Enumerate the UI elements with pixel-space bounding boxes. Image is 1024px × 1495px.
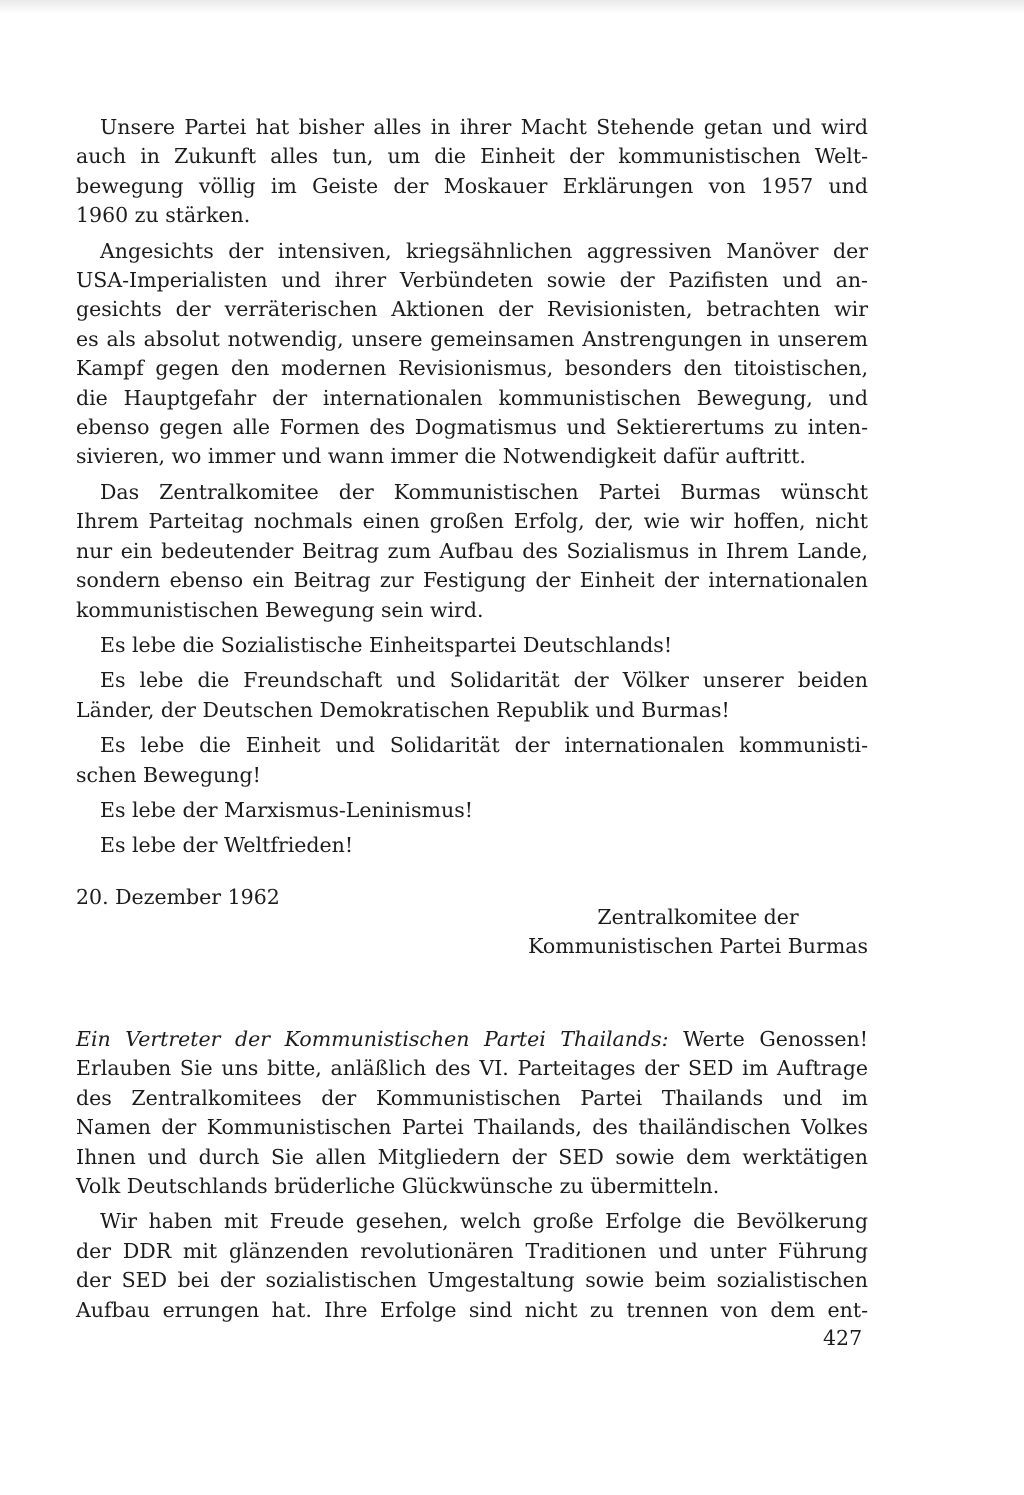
text-line: nur ein bedeutender Beitrag zum Aufbau des Sozialismus in Ihrem Lande, — [76, 538, 868, 563]
text-line — [76, 1025, 868, 1054]
thailand-speech — [76, 1025, 868, 1325]
text-line: es als absolut notwendig, unsere gemeinsamen Anstrengungen in unserem — [76, 326, 868, 351]
text-line: 1960 zu stärken. — [76, 203, 251, 228]
text-line: Angesichts der intensiven, kriegsähnlichen aggressiven Manöver der — [100, 238, 868, 263]
signature-line: Zentralkomitee der — [597, 905, 799, 929]
text-line: der DDR mit glänzenden revolutionären Traditionen und unter Führung — [76, 1238, 868, 1263]
text-line: der SED bei der sozialistischen Umgestaltung sowie beim sozialistischen — [76, 1268, 868, 1293]
text-line: Das Zentralkomitee der Kommunistischen Partei Burmas wünscht — [100, 479, 868, 504]
text-line: Ihnen und durch Sie allen Mitgliedern der SED sowie dem werktätigen — [76, 1144, 868, 1169]
slogan: Es lebe die Sozialistische Einheitspartei Deutschlands! — [100, 632, 673, 657]
text-line: Namen der Kommunistischen Partei Thailands, des thailändischen Volkes — [76, 1115, 868, 1140]
slogan: Es lebe der Marxismus-Leninismus! — [100, 797, 473, 822]
document-date: 20. Dezember 1962 — [76, 885, 280, 909]
text-line: Ihrem Parteitag nochmals einen großen Erfolg, der, wie wir hoffen, nicht — [76, 509, 868, 534]
text-line: bewegung völlig im Geiste der Moskauer Erklärungen von 1957 und — [76, 173, 868, 198]
signature-line: Kommunistischen Partei Burmas — [528, 934, 868, 959]
text-line: gesichts der verräterischen Aktionen der Revisionisten, betrachten wir — [76, 297, 868, 322]
text-line: ebenso gegen alle Formen des Dogmatismus und Sektierertums zu inten- — [76, 415, 868, 440]
slogan: Es lebe der Weltfrieden! — [100, 833, 354, 858]
text-line: Erlauben Sie uns bitte, anläßlich des VI. Parteitages der SED im Auftrage — [76, 1056, 868, 1081]
text-line: auch in Zukunft alles tun, um die Einheit der kommunistischen Welt- — [76, 144, 868, 169]
text-line: Aufbau errungen hat. Ihre Erfolge sind nicht zu trennen von dem ent- — [76, 1297, 868, 1322]
text-line: die Hauptgefahr der internationalen kommunistischen Bewegung, und — [76, 385, 868, 410]
scan-edge-shade — [0, 0, 1024, 14]
text-line: Kampf gegen den modernen Revisionismus, besonders den titoistischen, — [76, 356, 868, 381]
text-line: des Zentralkomitees der Kommunistischen Partei Thailands und im — [76, 1085, 868, 1110]
text-line: sivieren, wo immer und wann immer die Notwendigkeit dafür auftritt. — [76, 444, 806, 469]
text-line: sondern ebenso ein Beitrag zur Festigung der Einheit der internationalen — [76, 568, 868, 593]
slogan: Länder, der Deutschen Demokratischen Republik und Burmas! — [76, 697, 730, 722]
slogan: Es lebe die Freundschaft und Solidarität der Völker unserer beiden — [100, 668, 868, 693]
text-line: Volk Deutschlands brüderliche Glückwünsche zu übermitteln. — [76, 1174, 720, 1199]
slogan: Es lebe die Einheit und Solidarität der internationalen kommunisti- — [100, 733, 868, 758]
speaker-label: Ein Vertreter der Kommunistischen Partei Thailands: — [76, 1027, 669, 1051]
greeting: Werte Genossen! — [668, 1027, 868, 1051]
text-line: Wir haben mit Freude gesehen, welch große Erfolge die Bevölkerung — [100, 1209, 868, 1234]
slogan: schen Bewegung! — [76, 762, 261, 787]
main-text — [76, 113, 868, 861]
text-line: Unsere Partei hat bisher alles in ihrer Macht Stehende getan und wird — [100, 115, 868, 139]
page-number: 427 — [823, 1326, 863, 1350]
signature-block — [528, 903, 868, 962]
text-line: kommunistischen Bewegung sein wird. — [76, 597, 484, 622]
text-line: USA-Imperialisten und ihrer Verbündeten sowie der Pazifisten und an- — [76, 268, 868, 293]
